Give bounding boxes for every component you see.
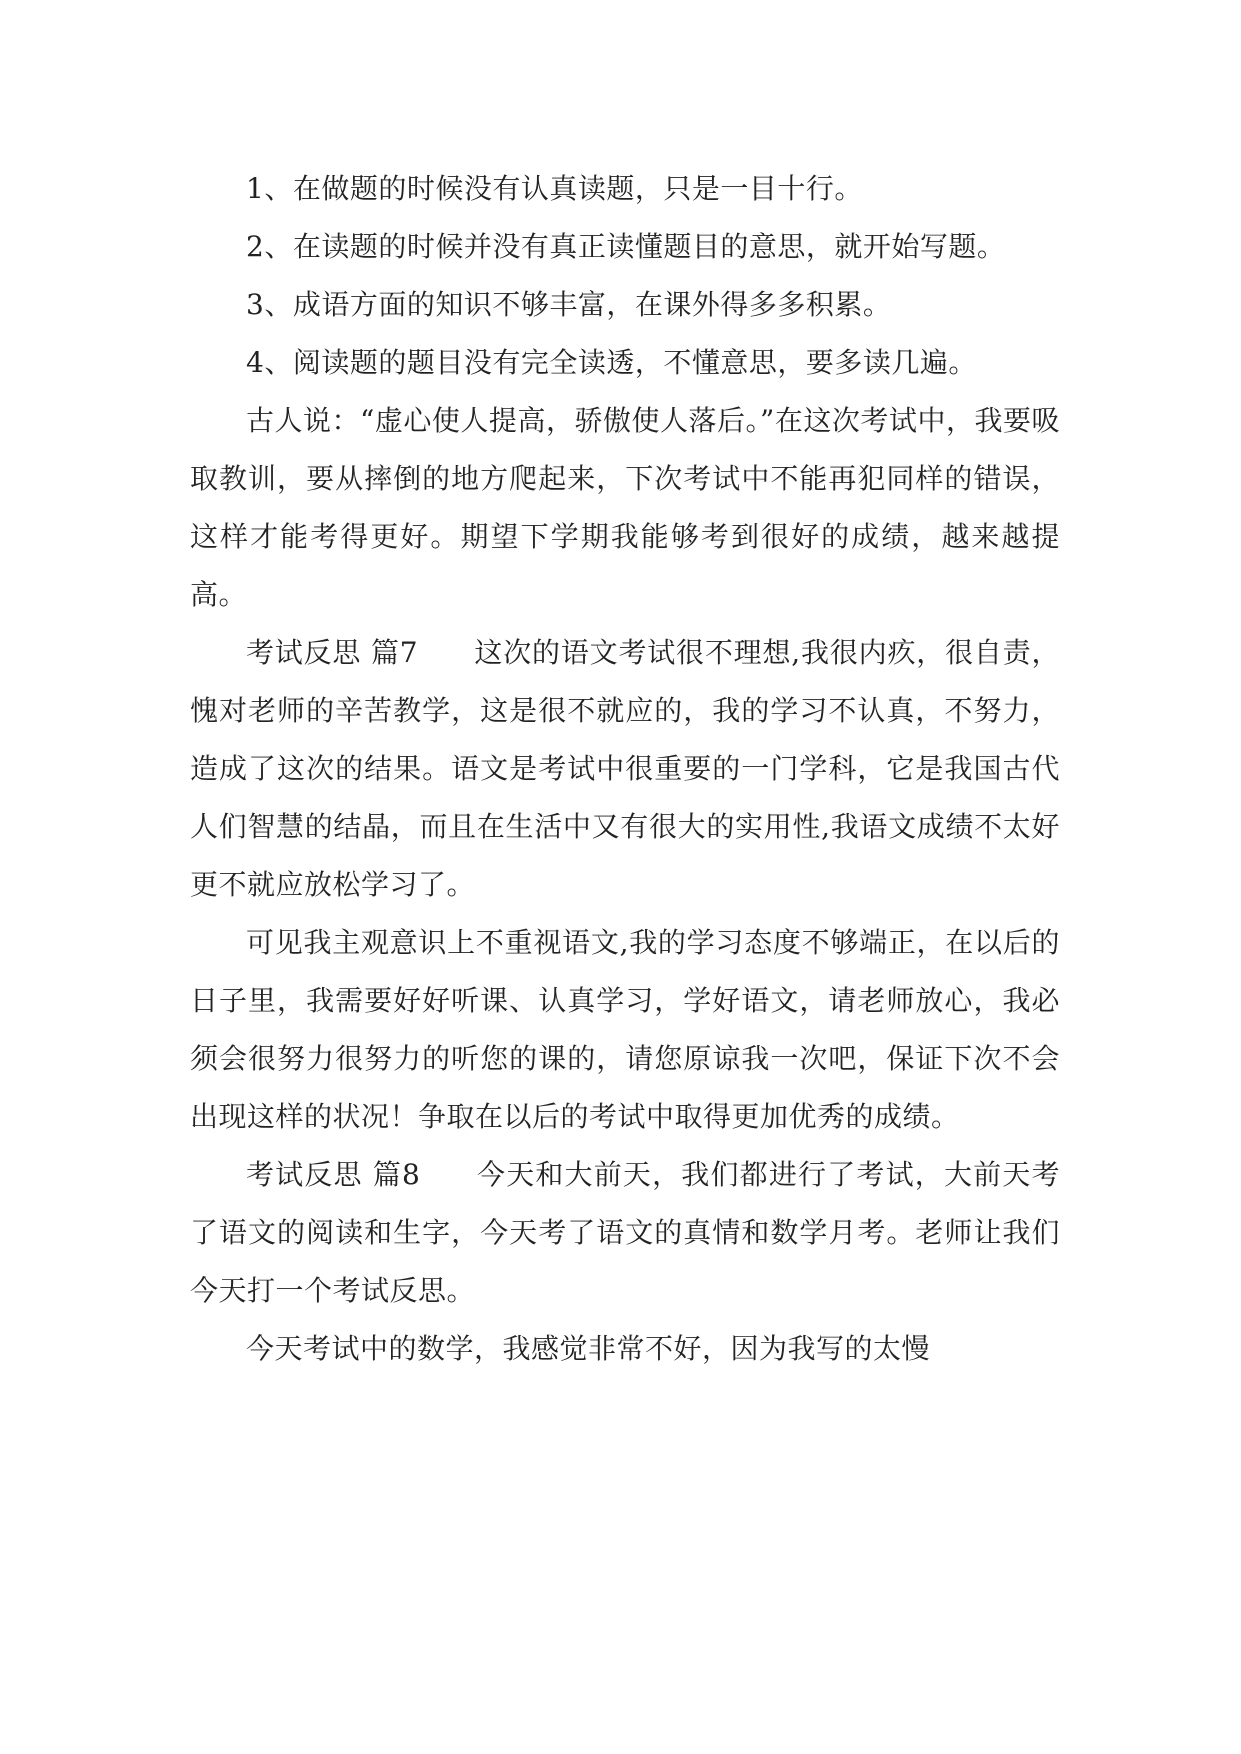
section-heading-7: 考试反思 篇7 bbox=[246, 636, 419, 669]
paragraph-7: 可见我主观意识上不重视语文,我的学习态度不够端正，在以后的日子里，我需要好好听课、认真学习，学好语文，请老师放心，我必须会很努力很努力的听您的课的，请您原谅我一次吧，保证下次不会出现这样的状况！争取在以后的考试中取得更加优秀的成绩。 bbox=[190, 926, 1060, 1133]
paragraph-1: 1、在做题的时候没有认真读题，只是一目十行。 bbox=[246, 172, 863, 205]
paragraph-8 bbox=[190, 1146, 1060, 1320]
paragraph-8-body: 今天和大前天，我们都进行了考试，大前天考了语文的阅读和生字，今天考了语文的真情和数学月考。老师让我们今天打一个考试反思。 bbox=[190, 1158, 1060, 1307]
paragraph-9: 今天考试中的数学，我感觉非常不好，因为我写的太慢 bbox=[246, 1332, 931, 1365]
document-page bbox=[190, 160, 1060, 1378]
paragraph-4: 4、阅读题的题目没有完全读透，不懂意思，要多读几遍。 bbox=[246, 346, 977, 379]
paragraph-2: 2、在读题的时候并没有真正读懂题目的意思，就开始写题。 bbox=[246, 230, 1006, 263]
paragraph-6-body: 这次的语文考试很不理想,我很内疚，很自责，愧对老师的辛苦教学，这是很不就应的，我的学习不认真，不努力，造成了这次的结果。语文是考试中很重要的一门学科，它是我国古代人们智慧的结晶，而且在生活中又有很大的实用性,我语文成绩不太好更不就应放松学习了。 bbox=[190, 636, 1060, 901]
section-heading-8: 考试反思 篇8 bbox=[246, 1158, 421, 1191]
paragraph-3: 3、成语方面的知识不够丰富，在课外得多多积累。 bbox=[246, 288, 892, 321]
paragraph-5: 古人说：“虚心使人提高，骄傲使人落后。”在这次考试中，我要吸取教训，要从摔倒的地方爬起来，下次考试中不能再犯同样的错误，这样才能考得更好。期望下学期我能够考到很好的成绩，越来越提高。 bbox=[190, 404, 1060, 611]
paragraph-6 bbox=[190, 624, 1060, 914]
